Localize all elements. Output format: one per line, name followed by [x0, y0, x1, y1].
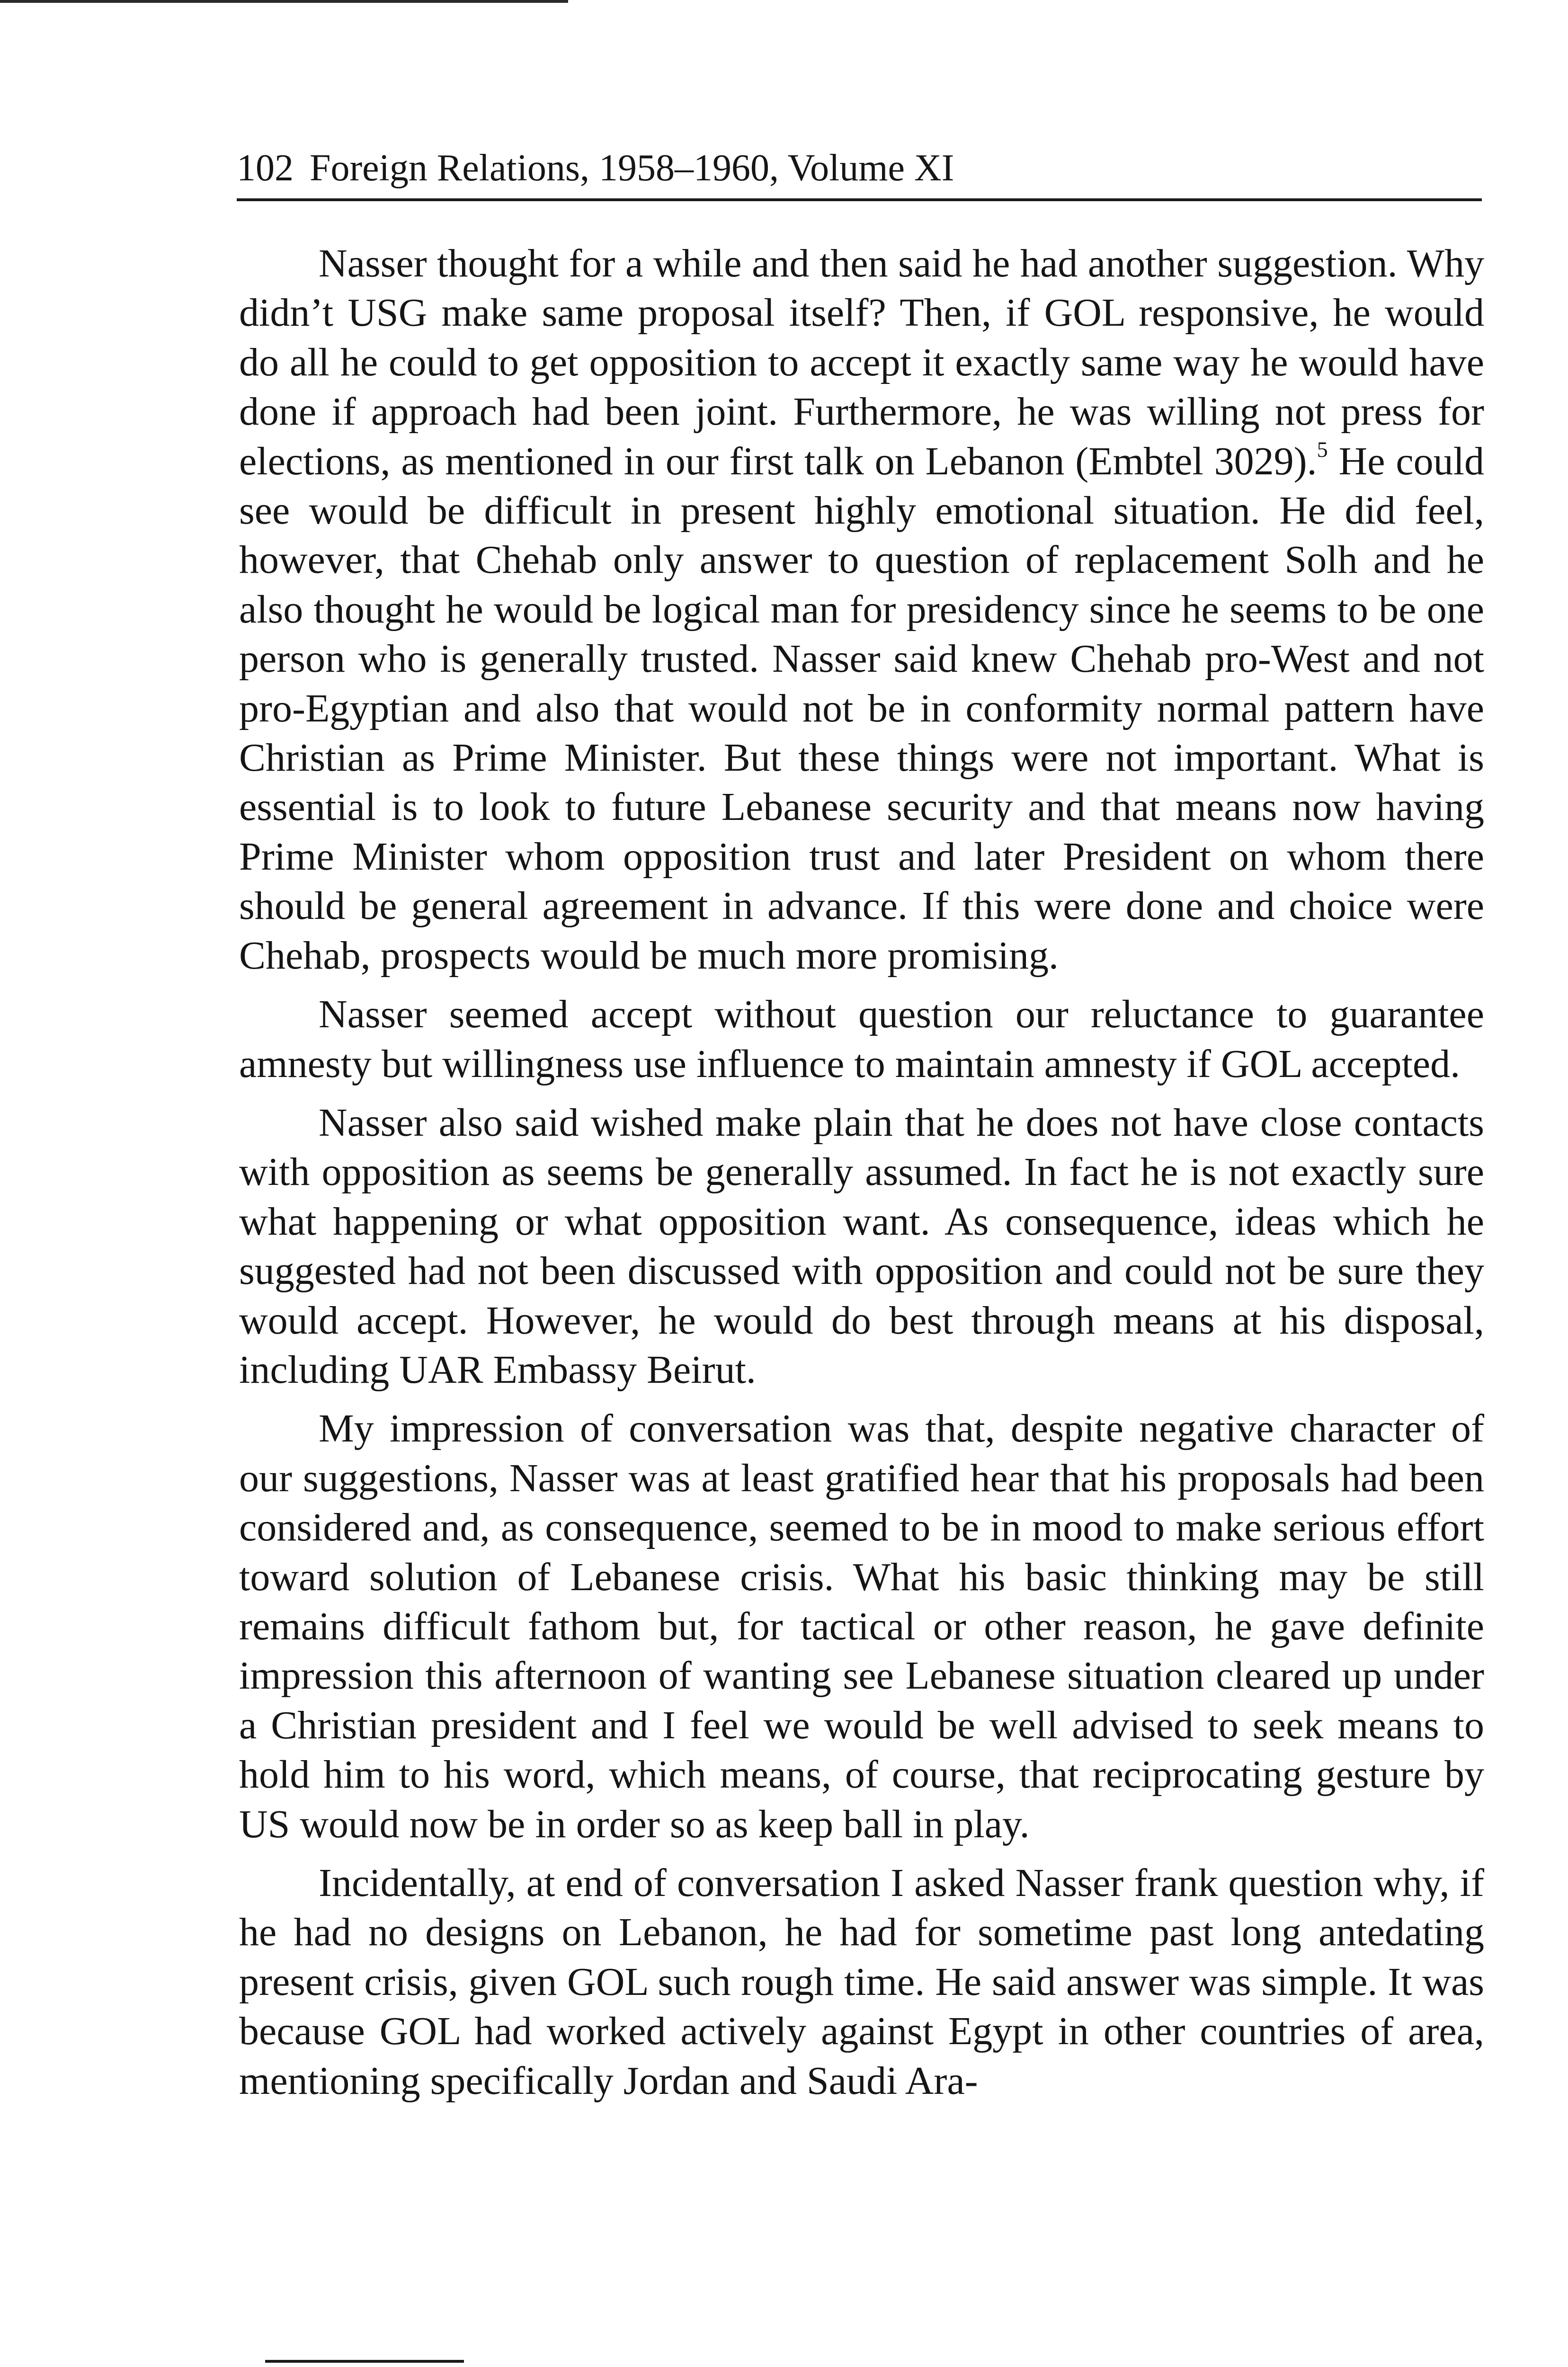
paragraph: Incidentally, at end of conversation I asked Nasser frank question why, if he had no designs on Lebanon, he had for sometime past long antedating present crisis, given GOL such rough time. He said answer was simple. It was because GOL had worked actively against Egypt in other countries of area, mentioning specifically Jordan and Saudi Ara-: [239, 1861, 1484, 2103]
body-text: [239, 239, 1484, 2115]
paragraph: Nasser also said wished make plain that he does not have close contacts with opposition as seems be generally assumed. In fact he is not exactly sure what happening or what opposition want. As consequence, ideas which he suggested had not been discussed with opposition and could not be sure they would accept. However, he would do best through means at his disposal, including UAR Embassy Beirut.: [239, 1100, 1484, 1392]
running-title: Foreign Relations, 1958–1960, Volume XI: [310, 147, 954, 189]
paragraph-text: He could see would be difficult in present highly emotional situation. He did feel, however, that Chehab only answer to question of replacement Solh and he also thought he would be logical man for presidency since he seems to be one person who is generally trusted. Nasser said knew Chehab pro-West and not pro-Egyptian and also that would not be in conformity normal pattern have Christian as Prime Minister. But these things were not important. What is essential is to look to future Lebanese security and that means now having Prime Minister whom opposition trust and later President on whom there should be general agreement in advance. If this were done and choice were Chehab, prospects would be much more promising.: [239, 439, 1484, 978]
footnote-reference: 5: [1317, 437, 1328, 462]
paragraph: Nasser seemed accept without question our reluctance to guarantee amnesty but willingness use influence to maintain amnesty if GOL accepted.: [239, 992, 1484, 1086]
paragraph-text: Nasser thought for a while and then said he had another suggestion. Why didn’t USG make same proposal itself? Then, if GOL responsive, he would do all he could to get opposition to accept it exactly same way he would have done if approach had been joint. Furthermore, he was willing not press for elections, as mentioned in our first talk on Lebanon (Embtel 3029).: [239, 241, 1484, 483]
footnote-rule: [265, 2360, 464, 2363]
page-number: 102: [237, 147, 294, 189]
running-head: [237, 142, 1482, 201]
scan-top-rule: [0, 0, 568, 3]
paragraph: My impression of conversation was that, despite negative character of our suggestions, Nasser was at least gratified hear that his proposals had been considered and, as consequence, seemed to be in mood to make serious effort toward solution of Lebanese crisis. What his basic thinking may be still remains difficult fathom but, for tactical or other reason, he gave definite impression this afternoon of wanting see Lebanese situation cleared up under a Christian president and I feel we would be well advised to seek means to hold him to his word, which means, of course, that reciprocating gesture by US would now be in order so as keep ball in play.: [239, 1406, 1484, 1846]
paragraph: [239, 239, 1484, 980]
